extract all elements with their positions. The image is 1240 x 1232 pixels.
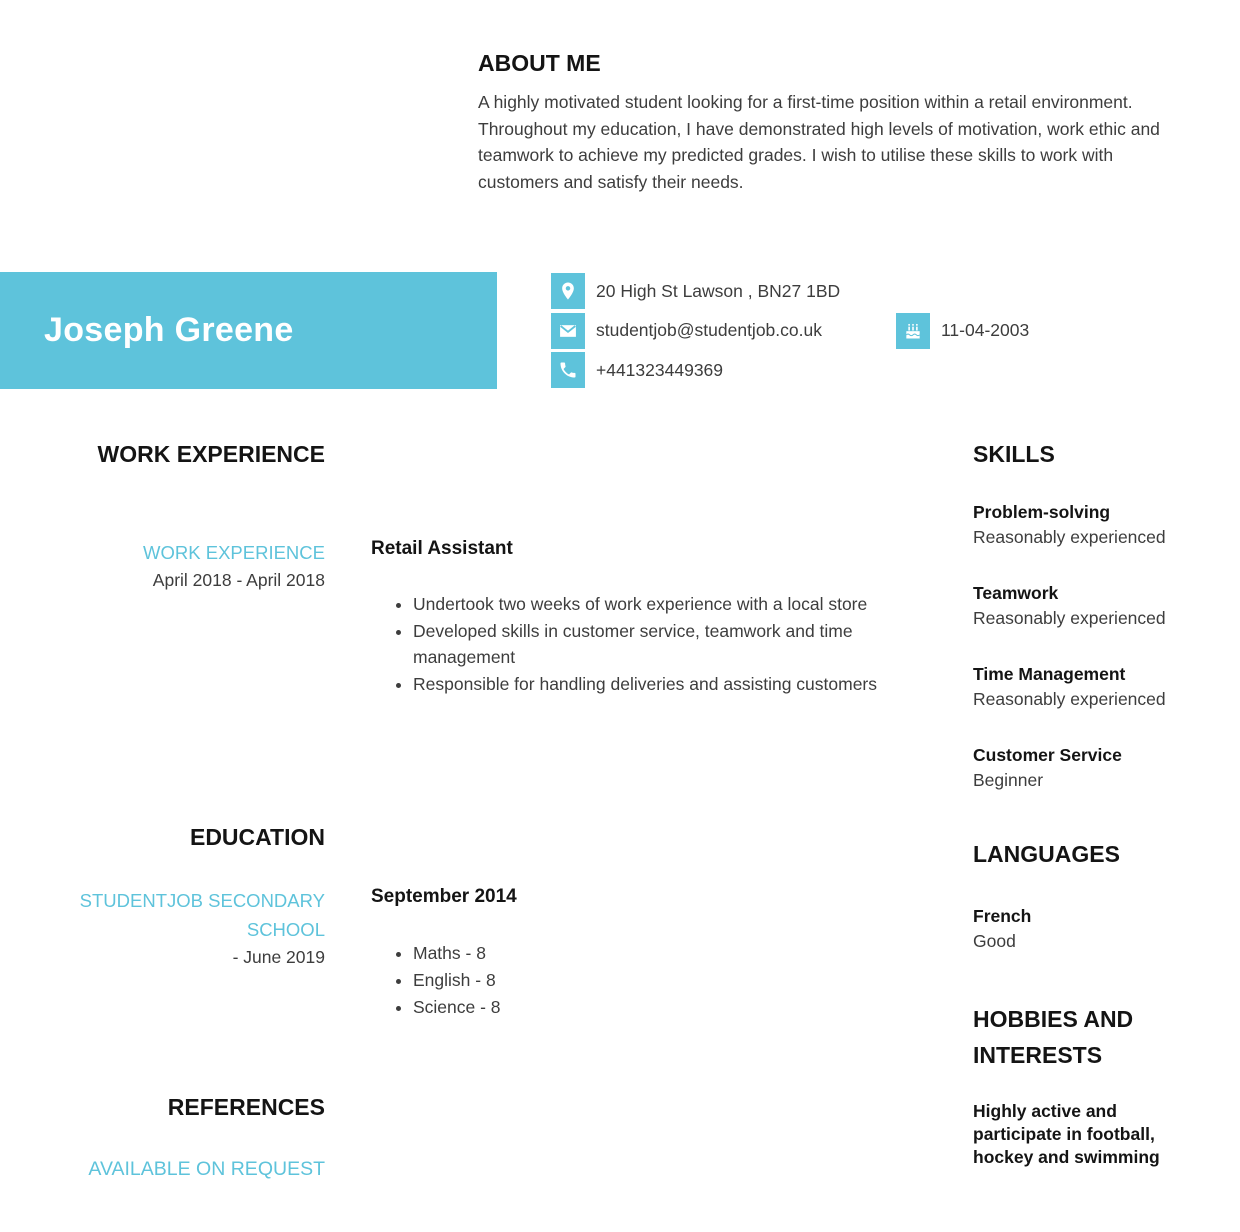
language-name: French	[973, 906, 1032, 926]
work-bullet: • Developed skills in customer service, teamwork and time management	[413, 618, 883, 671]
education-section	[0, 824, 883, 1020]
education-bullet: • Science - 8	[413, 994, 883, 1021]
hobbies-section	[973, 1001, 1208, 1169]
education-entry-dates: - June 2019	[232, 947, 325, 967]
about-section	[478, 50, 1170, 195]
work-entry-label: WORK EXPERIENCE	[143, 542, 325, 563]
work-experience-heading: WORK EXPERIENCE	[97, 441, 325, 467]
languages-heading: LANGUAGES	[973, 841, 1120, 867]
school-name: STUDENTJOB SECONDARY SCHOOL	[79, 890, 325, 940]
location-pin-icon	[551, 273, 585, 309]
references-note: AVAILABLE ON REQUEST	[88, 1158, 325, 1180]
languages-section	[973, 841, 1208, 953]
address-text: 20 High St Lawson , BN27 1BD	[596, 280, 841, 301]
contact-row-address	[551, 273, 1240, 309]
work-bullet-list	[371, 591, 883, 697]
references-heading: REFERENCES	[167, 1094, 325, 1120]
work-entry-label-column	[0, 538, 325, 594]
references-section	[0, 1094, 325, 1181]
name-banner	[0, 272, 497, 389]
skill-level: Reasonably experienced	[973, 608, 1166, 628]
skill-name: Time Management	[973, 664, 1126, 684]
education-entry	[0, 886, 883, 1020]
about-title: ABOUT ME	[478, 50, 601, 76]
email-text: studentjob@studentjob.co.uk	[596, 320, 822, 340]
skill-name: Problem-solving	[973, 502, 1111, 522]
skill-level: Reasonably experienced	[973, 689, 1166, 709]
education-entry-body	[371, 886, 883, 1020]
birthday-text: 11-04-2003	[941, 320, 1030, 340]
work-experience-entry	[0, 538, 883, 697]
work-experience-section	[0, 441, 883, 697]
skills-heading: SKILLS	[973, 441, 1055, 467]
education-bullet: • Maths - 8	[413, 940, 883, 967]
education-heading: EDUCATION	[189, 824, 325, 850]
education-bullet: • English - 8	[413, 967, 883, 994]
language-item	[973, 905, 1208, 953]
education-entry-label-column	[0, 886, 325, 971]
skill-name: Teamwork	[973, 583, 1059, 603]
birthday-cake-icon	[896, 313, 930, 349]
job-title: Retail Assistant	[371, 538, 513, 559]
skill-level: Beginner	[973, 770, 1044, 790]
language-level: Good	[973, 931, 1016, 951]
skill-item	[973, 744, 1208, 792]
skill-name: Customer Service	[973, 745, 1122, 765]
skill-item	[973, 582, 1208, 630]
work-entry-body	[371, 538, 883, 697]
skills-section	[973, 441, 1208, 792]
education-period: September 2014	[371, 886, 517, 907]
contact-row-phone	[551, 352, 1240, 388]
hobbies-heading: HOBBIES AND INTERESTS	[973, 1006, 1134, 1068]
candidate-name: Joseph Greene	[44, 311, 294, 349]
skill-level: Reasonably experienced	[973, 527, 1166, 547]
phone-icon	[551, 352, 585, 388]
about-text: A highly motivated student looking for a first-time position within a retail environment. Throughout my education, I have demonstrated high levels of motivation, work ethic and teamwork to achieve my predicted grades. I wish to utilise these skills to work with customers and satisfy their needs.	[478, 92, 1160, 192]
phone-text: +441323449369	[596, 359, 724, 380]
work-entry-dates: April 2018 - April 2018	[152, 570, 325, 590]
envelope-icon	[551, 313, 585, 349]
work-bullet: • Responsible for handling deliveries and assisting customers	[413, 671, 883, 698]
skill-item	[973, 663, 1208, 711]
hobbies-text: Highly active and participate in football, hockey and swimming	[973, 1101, 1160, 1167]
contact-row-birthday	[896, 313, 1029, 349]
work-bullet: • Undertook two weeks of work experience with a local store	[413, 591, 883, 618]
skill-item	[973, 501, 1208, 549]
education-bullet-list	[371, 940, 883, 1020]
contact-block	[551, 273, 1240, 392]
